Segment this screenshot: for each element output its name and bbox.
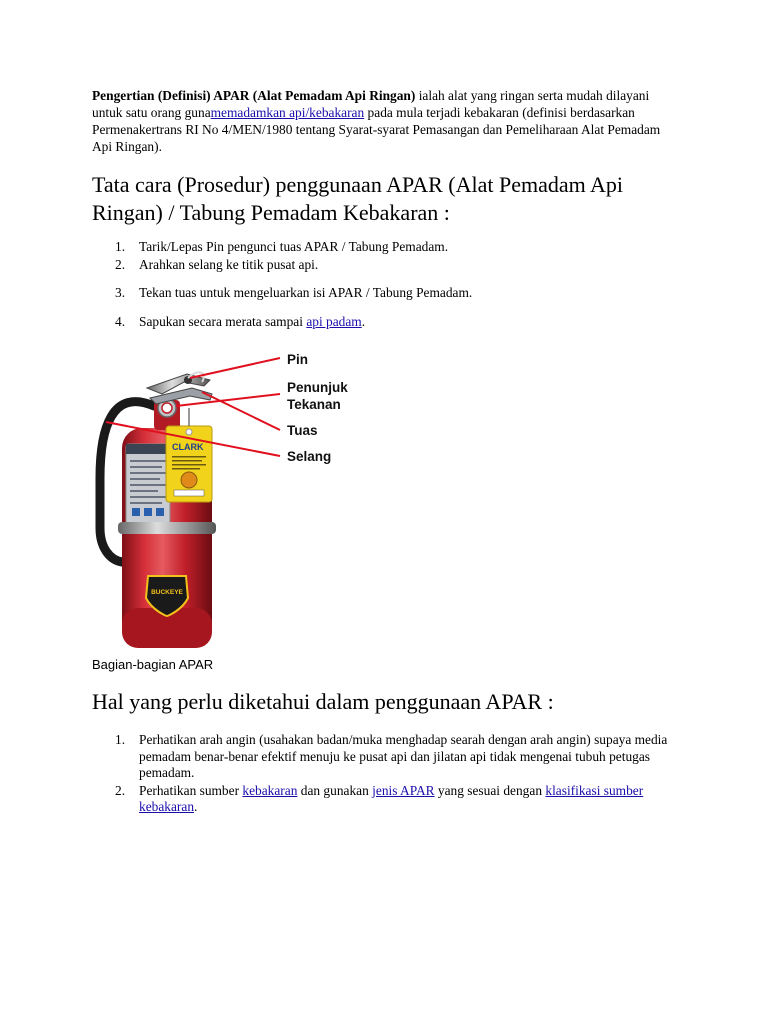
procedure-heading: Tata cara (Prosedur) penggunaan APAR (Alat Pemadam Api Ringan) / Tabung Pemadam Kebakaran : [92, 172, 624, 225]
intro-term: Pengertian (Definisi) APAR (Alat Pemadam Api Ringan) [92, 88, 416, 103]
list-item [92, 285, 682, 302]
list-number: 3. [115, 285, 126, 300]
note-text-pre: Perhatikan sumber [139, 782, 243, 798]
notes-heading: Hal yang perlu diketahui dalam penggunaan APAR : [92, 689, 554, 714]
list-number: 1. [115, 732, 126, 747]
intro-paragraph [92, 87, 682, 155]
list-number: 2. [115, 256, 126, 272]
bracket-band [118, 522, 216, 534]
note-text: Perhatikan arah angin (usahakan badan/muka menghadap searah dengan arah angin) supaya media pemadam benar-benar efektif menuju ke pusat api dan jilatan api tidak mengenai tubuh petugas pemadam. [139, 732, 668, 780]
note-text-mid2: yang sesuai dengan [434, 782, 546, 798]
step-text: Tarik/Lepas Pin pengunci tuas APAR / Tabung Pemadam. [139, 239, 449, 254]
link-klasifikasi-sumber-kebakaran[interactable]: klasifikasi sumber kebakaran [139, 782, 644, 814]
list-item [92, 257, 682, 274]
link-kebakaran[interactable]: kebakaran [242, 782, 298, 798]
label-gauge-line1: Penunjuk [287, 380, 348, 395]
label-lever: Tuas [287, 423, 318, 438]
intro-text-2: pada mula terjadi kebakaran (definisi berdasarkan Permenakertrans RI No 4/MEN/1980 tentang Syarat-syarat Pemasangan dan Pemeliharaan Alat Pemadam Api Ringan). [92, 105, 661, 154]
intro-text-1: ialah alat yang ringan serta mudah dilayani untuk satu orang guna [92, 88, 650, 120]
list-number: 2. [115, 782, 126, 798]
notes-list [92, 732, 682, 816]
list-item [92, 783, 682, 816]
label-pin: Pin [287, 352, 309, 367]
step-text: Sapukan secara merata sampai [139, 313, 307, 329]
badge-text: BUCKEYE [151, 589, 183, 596]
link-api-padam[interactable]: api padam [306, 313, 362, 329]
step-text: Arahkan selang ke titik pusat api. [139, 256, 319, 272]
label-hose: Selang [287, 449, 332, 464]
link-jenis-apar[interactable]: jenis APAR [372, 782, 435, 798]
procedure-steps [92, 239, 682, 330]
note-text-end: . [194, 799, 198, 814]
figure-caption: Bagian-bagian APAR [92, 657, 214, 672]
list-number: 1. [115, 239, 126, 254]
list-number: 4. [115, 313, 126, 329]
label-gauge-line2: Tekanan [287, 397, 341, 412]
list-item [92, 314, 682, 331]
tag-brand: CLARK [172, 442, 204, 452]
list-item [92, 239, 682, 256]
step-end: . [361, 313, 366, 329]
link-memadamkan-api[interactable]: memadamkan api/kebakaran [210, 105, 365, 120]
note-text-mid1: dan gunakan [297, 782, 373, 798]
list-item [92, 732, 682, 782]
step-text: Tekan tuas untuk mengeluarkan isi APAR / Tabung Pemadam. [139, 285, 473, 300]
